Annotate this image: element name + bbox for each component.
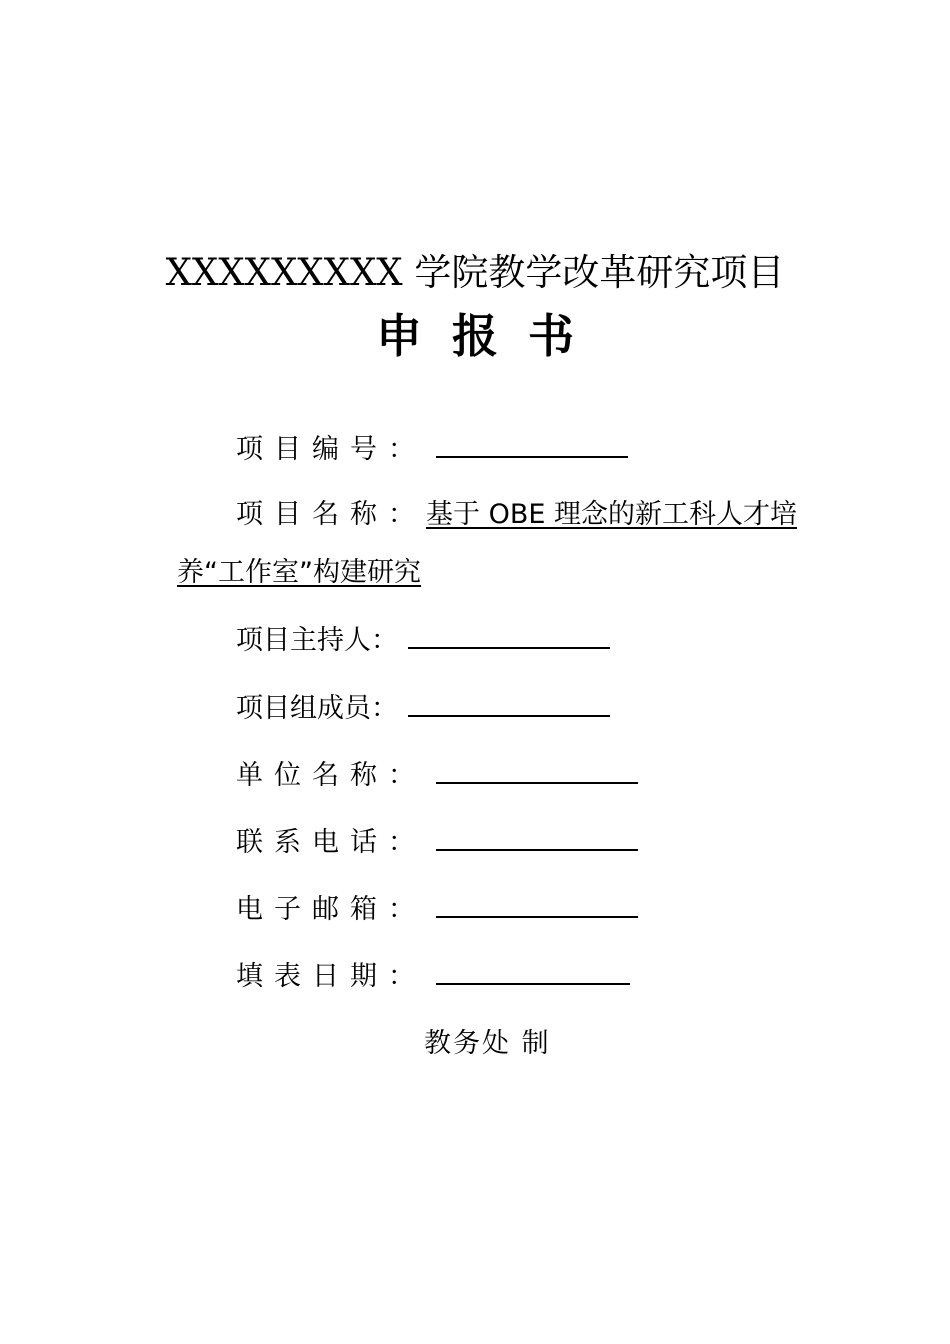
institution-title: XXXXXXXXX 学院教学改革研究项目 bbox=[165, 251, 785, 294]
project-leader-blank[interactable] bbox=[408, 621, 610, 649]
fill-date-row bbox=[236, 957, 630, 995]
email-label: 电子邮箱： bbox=[236, 894, 426, 925]
issuer-line: 教务处 制 bbox=[424, 1028, 551, 1059]
fill-date-blank[interactable] bbox=[436, 957, 630, 985]
project-name-value-continued: 养“工作室”构建研究 bbox=[177, 557, 421, 588]
project-name-label: 项目名称： bbox=[236, 499, 426, 530]
document-title: 申报书 bbox=[376, 309, 604, 363]
phone-row bbox=[236, 823, 638, 861]
project-members-row bbox=[236, 689, 610, 727]
fill-date-label: 填表日期： bbox=[236, 961, 426, 992]
project-name-value: 基于 OBE 理念的新工科人才培 bbox=[426, 499, 797, 530]
phone-label: 联系电话： bbox=[236, 827, 426, 858]
project-number-label: 项目编号： bbox=[236, 434, 426, 465]
project-number-row bbox=[236, 430, 628, 468]
project-number-blank[interactable] bbox=[436, 430, 628, 458]
unit-name-label: 单位名称： bbox=[236, 760, 426, 791]
unit-name-row bbox=[236, 756, 638, 794]
project-leader-row bbox=[236, 621, 610, 659]
phone-blank[interactable] bbox=[436, 823, 638, 851]
project-leader-label: 项目主持人： bbox=[236, 625, 398, 656]
email-blank[interactable] bbox=[436, 890, 638, 918]
unit-name-blank[interactable] bbox=[436, 756, 638, 784]
email-row bbox=[236, 890, 638, 928]
project-members-label: 项目组成员： bbox=[236, 693, 398, 724]
project-members-blank[interactable] bbox=[408, 689, 610, 717]
project-name-row bbox=[236, 497, 797, 533]
